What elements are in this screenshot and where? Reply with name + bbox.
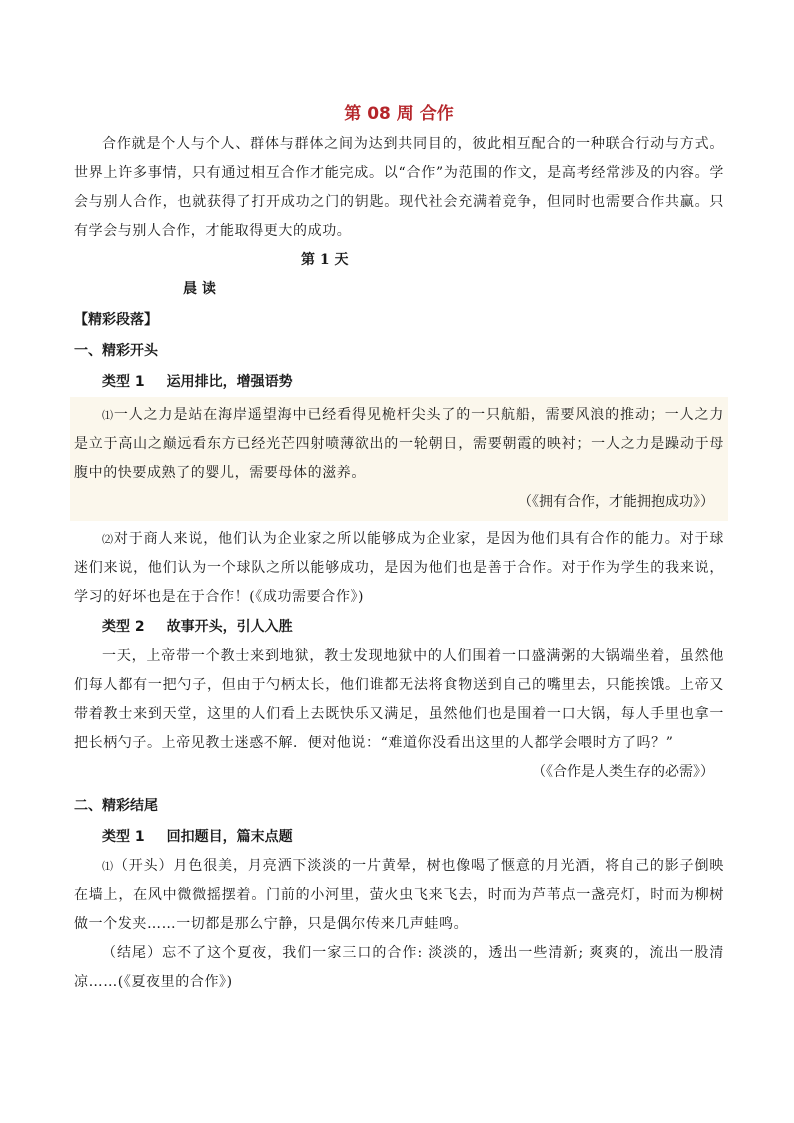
part1-heading: 一、精彩开头 — [74, 343, 158, 359]
ending-paragraph-1: ⑴（开头）月色很美，月亮洒下淡淡的一片黄晕，树也像喝了惬意的月光酒，将自己的影子倒映在墙上，在风中微微摇摆着。门前的小河里，萤火虫飞来飞去，时而为芦苇点一盏亮灯，时而为柳树做一个发夹……一切都是那么宁静，只是偶尔传来几声蛙鸣。 — [74, 858, 724, 932]
type-number: 类型 1 — [102, 829, 145, 845]
type-name: 运用排比，增强语势 — [166, 374, 293, 390]
day-label: 第 1 天 — [301, 252, 349, 268]
excerpt-paragraph-3: 一天，上帝带一个教士来到地狱，教士发现地狱中的人们围着一口盛满粥的大锅端坐着，虽然他们每人都有一把勺子，但由于勺柄太长，他们谁都无法将食物送到自己的嘴里去，只能挨饿。上帝又带着教士来到天堂，这里的人们看上去既快乐又满足，虽然他们也是围着一口大锅，每人手里也拿一把长柄勺子。上帝见教士迷惑不解．便对他说：“难道你没看出这里的人都学会喂时方了吗？” — [74, 648, 724, 751]
item-number: ⑴ — [102, 860, 114, 873]
type-name: 回扣题目，篇末点题 — [166, 829, 293, 845]
excerpt-source-3: （《合作是人类生存的必需》） — [532, 764, 714, 780]
page-title: 第 08 周 合作 — [344, 104, 454, 124]
type-number: 类型 2 — [102, 619, 145, 635]
excerpt-source-1: （《拥有合作，才能拥抱成功》） — [518, 494, 714, 510]
intro-paragraph: 合作就是个人与个人、群体与群体之间为达到共同目的，彼此相互配合的一种联合行动与方式。世界上许多事情，只有通过相互合作才能完成。以“合作”为范围的作文，是高考经常涉及的内容。学会与别人合作，也就获得了打开成功之门的钥匙。现代社会充满着竞争，但同时也需要合作共赢。只有学会与别人合作，才能取得更大的成功。 — [74, 136, 724, 239]
part1-type1 — [74, 367, 724, 397]
item-number: ⑴ — [102, 409, 114, 422]
item-number: ⑵ — [102, 533, 114, 546]
part2-type1 — [74, 822, 724, 852]
type-number: 类型 1 — [102, 374, 145, 390]
morning-label: 晨 读 — [183, 281, 216, 297]
ending-paragraph-2: （结尾）忘不了这个夏夜，我们一家三口的合作: 淡淡的，透出一些清新; 爽爽的，流出一股清凉……(《夏夜里的合作》) — [74, 945, 724, 990]
section-label: 【精彩段落】 — [74, 312, 158, 328]
part2-heading: 二、精彩结尾 — [74, 798, 158, 814]
document-page — [74, 100, 724, 997]
excerpt-paragraph-2: ⑵对于商人来说，他们认为企业家之所以能够成为企业家，是因为他们具有合作的能力。对于球迷们来说，他们认为一个球队之所以能够成功，是因为他们也是善于合作。对于作为学生的我来说，学习的好坏也是在于合作！(《成功需要合作》) — [74, 531, 724, 605]
part1-type2 — [74, 612, 724, 642]
excerpt-box — [70, 397, 728, 521]
excerpt-paragraph-1: ⑴一人之力是站在海岸遥望海中已经看得见桅杆尖头了的一只航船，需要风浪的推动；一人之力是立于高山之巅远看东方已经光芒四射喷薄欲出的一轮朝日，需要朝霞的映衬；一人之力是躁动于母腹中的快要成熟了的婴儿，需要母体的滋养。 — [74, 407, 724, 481]
type-name: 故事开头，引人入胜 — [166, 619, 293, 635]
